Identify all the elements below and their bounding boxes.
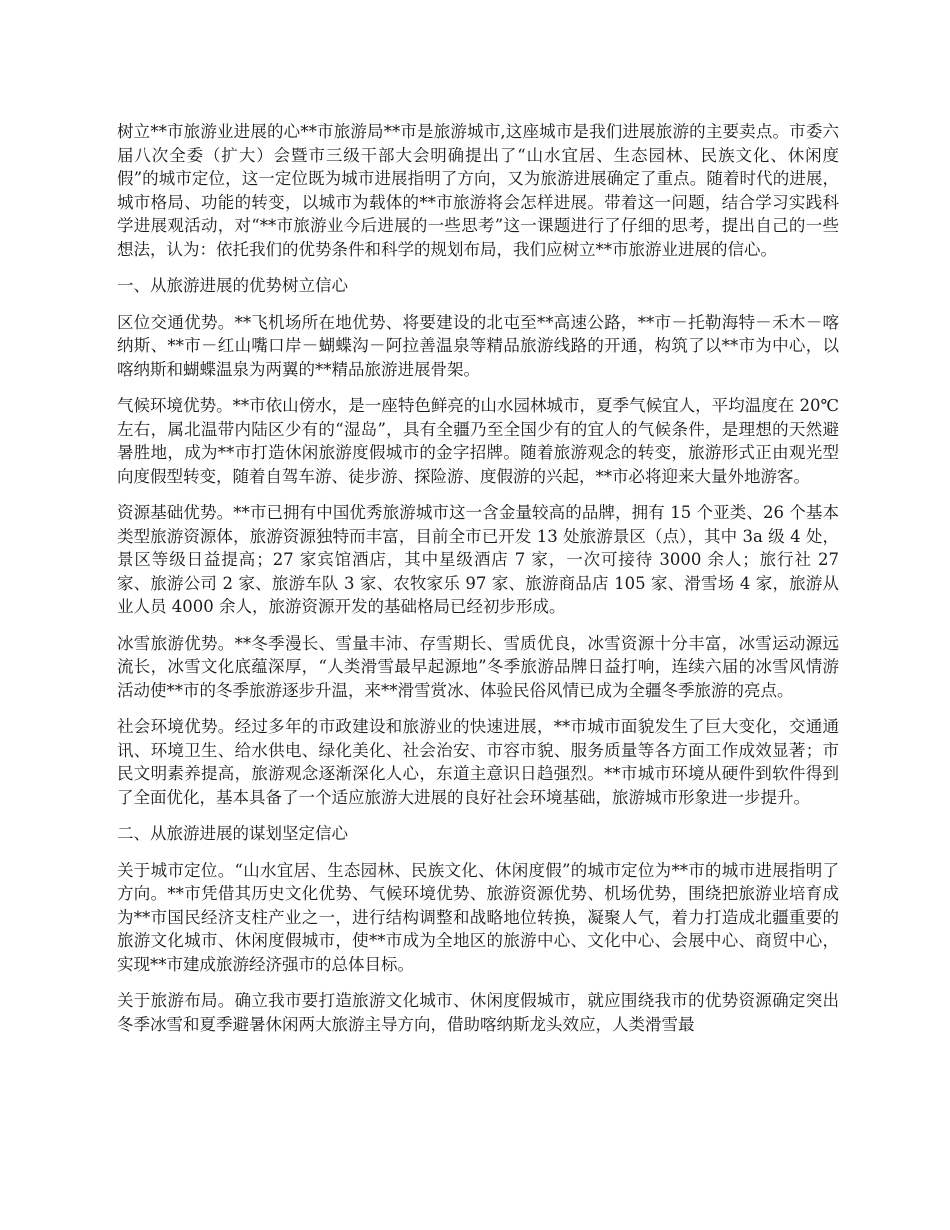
section-heading-advantages: 一、从旅游进展的优势树立信心	[117, 276, 348, 295]
paragraph-ice-snow: 冰雪旅游优势。**冬季漫长、雪量丰沛、存雪期长、雪质优良，冰雪资源十分丰富，冰雪运动源远流长，冰雪文化底蕴深厚，“人类滑雪最早起源地”冬季旅游品牌日益打响，连续六届的冰雪风情游活动使**市的冬季旅游逐步升温，来**滑雪赏冰、体验民俗风情已成为全疆冬季旅游的亮点。	[117, 633, 839, 700]
section-heading-planning: 二、从旅游进展的谋划坚定信心	[117, 824, 348, 843]
paragraph-city-positioning: 关于城市定位。“山水宜居、生态园林、民族文化、休闲度假”的城市定位为**市的城市进展指明了方向。**市凭借其历史文化优势、气候环境优势、旅游资源优势、机场优势，围绕把旅游业培育成为**市国民经济支柱产业之一，进行结构调整和战略地位转换，凝聚人气，着力打造成北疆重要的旅游文化城市、休闲度假城市，使**市成为全地区的旅游中心、文化中心、会展中心、商贸中心，实现**市建成旅游经济强市的总体目标。	[117, 860, 839, 974]
paragraph-intro: 树立**市旅游业进展的心**市旅游局**市是旅游城市,这座城市是我们进展旅游的主要卖点。市委六届八次全委（扩大）会暨市三级干部大会明确提出了“山水宜居、生态园林、民族文化、休闲度假”的城市定位，这一定位既为城市进展指明了方向，又为旅游进展确定了重点。随着时代的进展，城市格局、功能的转变，以城市为载体的**市旅游将会怎样进展。带着这一问题，结合学习实践科学进展观活动，对“**市旅游业今后进展的一些思考”这一课题进行了仔细的思考，提出自己的一些想法，认为：依托我们的优势条件和科学的规划布局，我们应树立**市旅游业进展的信心。	[117, 122, 839, 259]
document-page	[117, 120, 839, 1049]
paragraph-location-traffic: 区位交通优势。**飞机场所在地优势、将要建设的北屯至**高速公路，**市－托勒海特－禾木－喀纳斯、**市－红山嘴口岸－蝴蝶沟－阿拉善温泉等精品旅游线路的开通，构筑了以**市为中心，以喀纳斯和蝴蝶温泉为两翼的**精品旅游进展骨架。	[117, 312, 839, 379]
paragraph-tourism-layout: 关于旅游布局。确立我市要打造旅游文化城市、休闲度假城市，就应围绕我市的优势资源确定突出冬季冰雪和夏季避暑休闲两大旅游主导方向，借助喀纳斯龙头效应，人类滑雪最	[117, 991, 839, 1034]
paragraph-resources: 资源基础优势。**市已拥有中国优秀旅游城市这一含金量较高的品牌，拥有 15 个亚类、26 个基本类型旅游资源体，旅游资源独特而丰富，目前全市已开发 13 处旅游景区（点），其中 3a 级 4 处，景区等级日益提高；27 家宾馆酒店，其中星级酒店 7 家，一次可接待 3000 余人；旅行社 27 家、旅游公司 2 家、旅游车队 3 家、农牧家乐 97 家、旅游商品店 105 家、滑雪场 4 家，旅游从业人员 4000 余人，旅游资源开发的基础格局已经初步形成。	[117, 503, 839, 616]
paragraph-climate: 气候环境优势。**市依山傍水，是一座特色鲜亮的山水园林城市，夏季气候宜人，平均温度在 20℃左右，属北温带内陆区少有的“湿岛”，具有全疆乃至全国少有的宜人的气候条件，是理想的天然避暑胜地，成为**市打造休闲旅游度假城市的金字招牌。随着旅游观念的转变，旅游形式正由观光型向度假型转变，随着自驾车游、徒步游、探险游、度假游的兴起，**市必将迎来大量外地游客。	[117, 396, 839, 486]
paragraph-social-environment: 社会环境优势。经过多年的市政建设和旅游业的快速进展，**市城市面貌发生了巨大变化，交通通讯、环境卫生、给水供电、绿化美化、社会治安、市容市貌、服务质量等各方面工作成效显著；市民文明素养提高，旅游观念逐渐深化人心，东道主意识日趋强烈。**市城市环境从硬件到软件得到了全面优化，基本具备了一个适应旅游大进展的良好社会环境基础，旅游城市形象进一步提升。	[117, 717, 839, 807]
